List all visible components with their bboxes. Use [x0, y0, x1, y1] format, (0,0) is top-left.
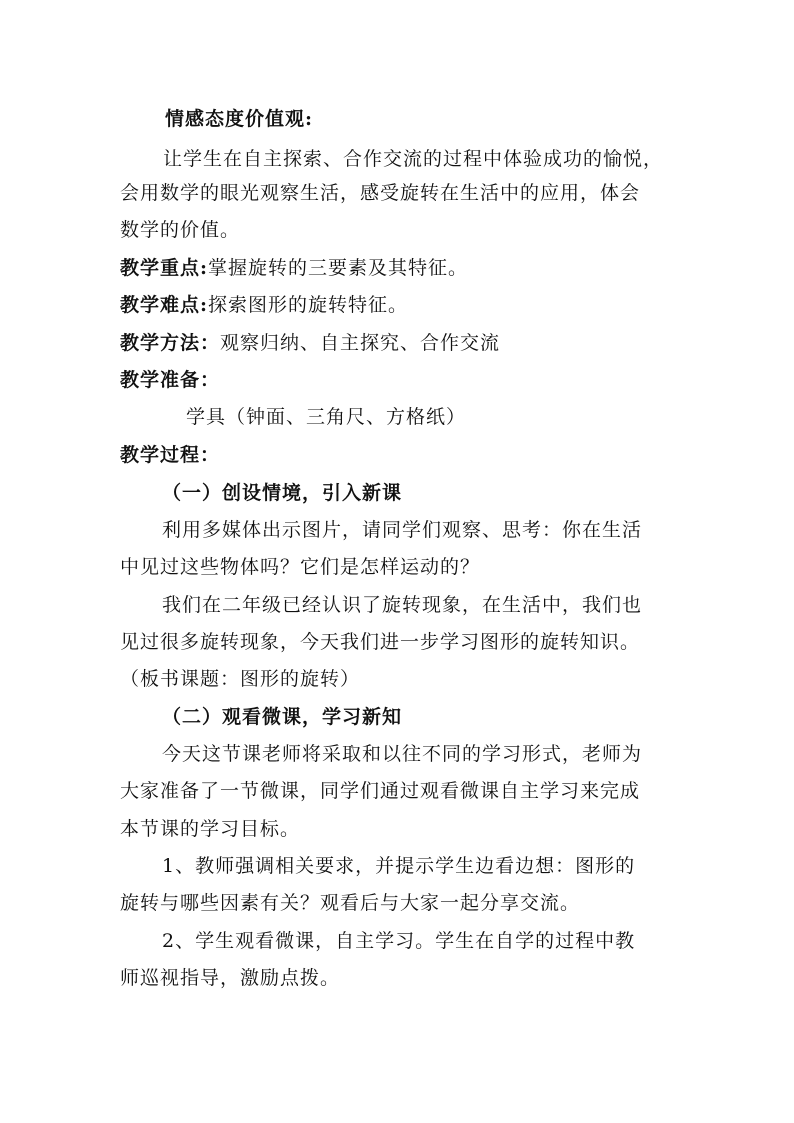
section2-line-7: 师巡视指导，激励点拨。: [120, 967, 341, 989]
process-label: 教学过程：: [120, 444, 221, 466]
difficulty-label: 教学难点:: [120, 294, 209, 316]
prep-text: 学具（钟面、三角尺、方格纸）: [186, 406, 467, 428]
section2-line-1: 今天这节课老师将采取和以往不同的学习形式，老师为: [162, 743, 643, 765]
method-text: 观察归纳、自主探究、合作交流: [220, 332, 501, 354]
section2-line-4: 1、教师强调相关要求，并提示学生边看边想：图形的: [162, 855, 636, 877]
section2-title: （二）观看微课，学习新知: [162, 706, 403, 728]
section2-line-2: 大家准备了一节微课，同学们通过观看微课自主学习来完成: [120, 780, 641, 802]
key-point-label: 教学重点:: [120, 257, 209, 279]
key-point-line: [120, 255, 468, 281]
key-point-text: 掌握旋转的三要素及其特征。: [208, 257, 469, 279]
section1-line-1: 利用多媒体出示图片，请同学们观察、思考：你在生活: [162, 519, 643, 541]
section2-line-6: 2、学生观看微课，自主学习。学生在自学的过程中教: [162, 930, 636, 952]
attitude-heading: 情感态度价值观:: [165, 108, 314, 130]
method-label: 教学方法：: [120, 332, 221, 354]
difficulty-text: 探索图形的旋转特征。: [208, 294, 409, 316]
method-line: [120, 330, 500, 356]
section2-line-3: 本节课的学习目标。: [120, 818, 301, 840]
section1-line-3: 我们在二年级已经认识了旋转现象，在生活中，我们也: [162, 594, 643, 616]
attitude-line-2: 会用数学的眼光观察生活，感受旋转在生活中的应用，体会: [120, 182, 641, 204]
attitude-line-1: 让学生在自主探索、合作交流的过程中体验成功的愉悦，: [163, 148, 664, 170]
prep-label: 教学准备：: [120, 369, 221, 391]
section1-title: （一）创设情境，引入新课: [162, 482, 403, 504]
section1-line-2: 中见过这些物体吗？它们是怎样运动的？: [120, 556, 481, 578]
attitude-line-3: 数学的价值。: [120, 219, 241, 241]
section1-line-4: 见过很多旋转现象，今天我们进一步学习图形的旋转知识。: [120, 631, 641, 653]
section1-line-5: （板书课题：图形的旋转）: [120, 668, 361, 690]
section2-line-5: 旋转与哪些因素有关？观看后与大家一起分享交流。: [120, 892, 581, 914]
difficulty-line: [120, 292, 408, 318]
